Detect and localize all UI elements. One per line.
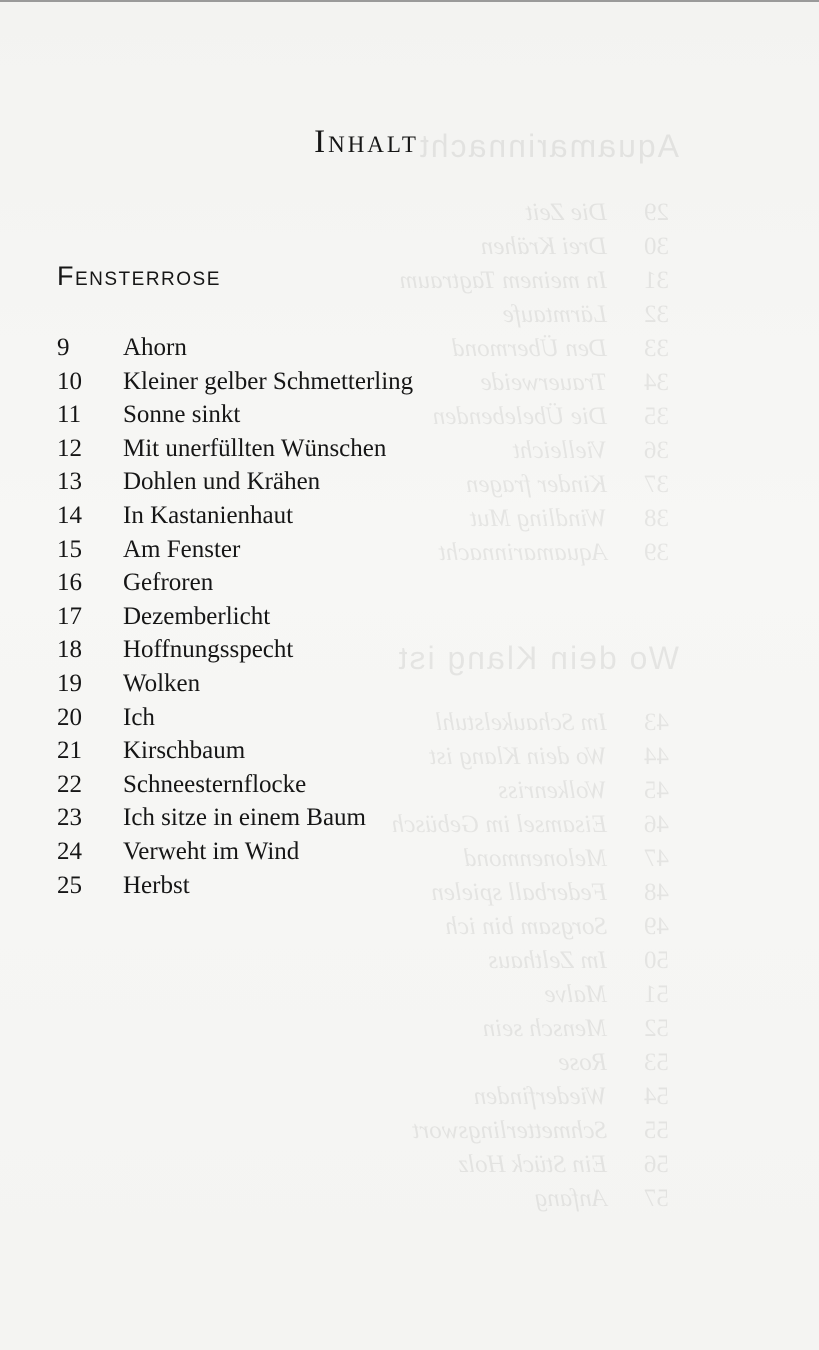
show-through-entry-title: Rose <box>558 1049 607 1076</box>
toc-entry <box>57 331 413 365</box>
show-through-entry <box>400 400 669 434</box>
show-through-entry <box>392 1114 669 1148</box>
toc-entry-page-number: 20 <box>57 703 82 731</box>
toc-entry-title: Mit unerfüllten Wünschen <box>123 434 387 462</box>
toc-entry-page-number: 24 <box>57 837 82 865</box>
show-through-entry-title: Im Schaukelstuhl <box>435 709 607 736</box>
show-through-entry <box>392 774 669 808</box>
show-through-entry <box>400 502 669 536</box>
show-through-entry-title: Die Zeit <box>525 199 607 226</box>
show-through-entry-title: Lärmtaufe <box>502 301 607 328</box>
toc-entry <box>57 835 413 869</box>
show-through-entry-page-number: 43 <box>644 709 669 736</box>
toc-entry-page-number: 17 <box>57 602 82 630</box>
toc-entry-page-number: 21 <box>57 737 82 765</box>
toc-entry <box>57 432 413 466</box>
show-through-entry-title: Trauerweide <box>480 369 607 396</box>
show-through-entry-title: Aquamarinnacht <box>438 539 607 566</box>
show-through-entry-page-number: 30 <box>644 233 669 260</box>
show-through-entry <box>392 706 669 740</box>
toc-entry-page-number: 9 <box>57 334 70 361</box>
show-through-entry-page-number: 31 <box>644 267 669 294</box>
toc-entry-page-number: 18 <box>57 636 82 664</box>
toc-entry-title: Kleiner gelber Schmetterling <box>123 367 414 395</box>
toc-entry <box>57 499 413 533</box>
show-through-entry <box>400 264 669 298</box>
toc-entry <box>57 365 413 399</box>
toc-entry-page-number: 12 <box>57 434 82 462</box>
toc-entry-page-number: 23 <box>57 804 82 832</box>
show-through-entry-page-number: 34 <box>644 369 669 396</box>
show-through-entry <box>400 468 669 502</box>
show-through-entry-title: Anfang <box>534 1185 607 1212</box>
toc-entry-page-number: 19 <box>57 669 82 697</box>
show-through-entry-page-number: 56 <box>644 1151 669 1178</box>
show-through-entry <box>400 434 669 468</box>
toc-entry <box>57 633 413 667</box>
show-through-entry-page-number: 49 <box>644 913 669 940</box>
toc-entry <box>57 465 413 499</box>
show-through-entry-page-number: 29 <box>644 199 669 226</box>
show-through-entry-page-number: 45 <box>644 777 669 804</box>
toc-entry-page-number: 22 <box>57 770 82 798</box>
show-through-entry-page-number: 55 <box>644 1117 669 1144</box>
show-through-entry <box>400 196 669 230</box>
show-through-entry-title: Den Übermond <box>452 335 607 362</box>
show-through-heading-1: Aquamarinnacht <box>417 128 679 164</box>
show-through-entry-title: Schmetterlingswort <box>412 1117 607 1144</box>
toc-entry-title: Dezemberlicht <box>123 602 271 630</box>
show-through-entry-title: Im Zelthaus <box>488 947 607 974</box>
toc-entry-title: Herbst <box>123 871 190 899</box>
show-through-entry-page-number: 53 <box>644 1049 669 1076</box>
show-through-entry <box>392 910 669 944</box>
toc-entry <box>57 768 413 802</box>
show-through-entry-page-number: 44 <box>644 743 669 770</box>
toc-entry <box>57 701 413 735</box>
show-through-entry-title: Melonenmond <box>463 845 607 872</box>
show-through-list-1 <box>400 196 669 570</box>
toc-entry-title: Gefroren <box>123 569 214 597</box>
toc-entry-title: Dohlen und Krähen <box>123 468 321 496</box>
toc-entry <box>57 667 413 701</box>
show-through-entry <box>392 808 669 842</box>
toc-entry-title: Schneesternflocke <box>123 770 307 798</box>
toc-entry <box>57 566 413 600</box>
show-through-entry-page-number: 57 <box>644 1185 669 1212</box>
show-through-entry-title: Vielleicht <box>513 437 607 464</box>
show-through-entry-page-number: 47 <box>644 845 669 872</box>
show-through-entry <box>392 1080 669 1114</box>
toc-list <box>57 331 413 902</box>
show-through-entry <box>392 740 669 774</box>
show-through-entry <box>392 978 669 1012</box>
toc-entry-title: Verweht im Wind <box>123 837 300 865</box>
toc-entry <box>57 398 413 432</box>
show-through-entry-page-number: 33 <box>644 335 669 362</box>
show-through-heading-2: Wo dein Klang ist <box>396 640 679 676</box>
toc-entry-page-number: 25 <box>57 871 82 899</box>
toc-entry-title: Ich <box>123 703 155 731</box>
toc-entry-page-number: 13 <box>57 468 82 496</box>
show-through-entry <box>400 366 669 400</box>
toc-entry <box>57 869 413 903</box>
show-through-entry <box>392 1182 669 1216</box>
show-through-entry-title: In meinem Tagtraum <box>399 267 607 294</box>
toc-entry-page-number: 16 <box>57 569 82 597</box>
show-through-entry-title: Mensch sein <box>482 1015 607 1042</box>
toc-entry-title: Am Fenster <box>123 535 241 563</box>
toc-entry-title: In Kastanienhaut <box>123 501 294 529</box>
show-through-entry <box>392 876 669 910</box>
show-through-entry-page-number: 50 <box>644 947 669 974</box>
toc-entry <box>57 600 413 634</box>
toc-entry-page-number: 11 <box>57 401 82 429</box>
toc-entry-title: Hoffnungsspecht <box>123 636 294 664</box>
show-through-entry-title: Ein Stück Holz <box>458 1151 607 1178</box>
show-through-list-2 <box>392 706 669 1216</box>
show-through-entry-title: Eisamsel im Gebüsch <box>391 811 607 838</box>
page-top-edge <box>0 0 819 2</box>
toc-entry-page-number: 10 <box>57 367 82 395</box>
show-through-entry-page-number: 35 <box>644 403 669 430</box>
toc-entry-title: Ich sitze in einem Baum <box>123 804 366 832</box>
show-through-entry <box>400 536 669 570</box>
show-through-entry-title: Kinder fragen <box>466 471 607 498</box>
toc-entry-title: Kirschbaum <box>123 737 246 765</box>
show-through-entry-title: Die Übelebenden <box>432 403 607 430</box>
show-through-entry <box>400 230 669 264</box>
show-through-entry-title: Windling Mut <box>470 505 607 532</box>
show-through-entry-page-number: 48 <box>644 879 669 906</box>
show-through-entry-page-number: 38 <box>644 505 669 532</box>
show-through-entry-page-number: 37 <box>644 471 669 498</box>
show-through-entry <box>392 944 669 978</box>
page-title: Inhalt <box>314 124 419 160</box>
show-through-entry-title: Malve <box>544 981 607 1008</box>
show-through-entry <box>400 332 669 366</box>
show-through-entry-title: Wolkenriss <box>498 777 607 804</box>
show-through-entry-title: Drei Krähen <box>480 233 607 260</box>
section-heading: Fensterrose <box>57 261 221 291</box>
toc-entry-title: Sonne sinkt <box>123 401 241 429</box>
show-through-entry-page-number: 46 <box>644 811 669 838</box>
show-through-entry-title: Wiederfinden <box>473 1083 607 1110</box>
toc-entry-title: Wolken <box>123 669 201 697</box>
show-through-entry-title: Federball spielen <box>431 879 607 906</box>
show-through-entry <box>392 1148 669 1182</box>
toc-entry <box>57 801 413 835</box>
show-through-entry-title: Wo dein Klang ist <box>429 743 607 770</box>
toc-entry <box>57 734 413 768</box>
show-through-entry-page-number: 32 <box>644 301 669 328</box>
toc-entry-title: Ahorn <box>123 334 187 361</box>
show-through-entry <box>400 298 669 332</box>
toc-entry-page-number: 14 <box>57 501 82 529</box>
show-through-entry-page-number: 36 <box>644 437 669 464</box>
show-through-entry <box>392 1012 669 1046</box>
show-through-entry <box>392 1046 669 1080</box>
show-through-entry-page-number: 52 <box>644 1015 669 1042</box>
show-through-entry-title: Sorgsam bin ich <box>445 913 607 940</box>
show-through-entry <box>392 842 669 876</box>
toc-entry <box>57 533 413 567</box>
show-through-entry-page-number: 54 <box>644 1083 669 1110</box>
show-through-entry-page-number: 39 <box>644 539 669 566</box>
toc-entry-page-number: 15 <box>57 535 82 563</box>
show-through-entry-page-number: 51 <box>644 981 669 1008</box>
